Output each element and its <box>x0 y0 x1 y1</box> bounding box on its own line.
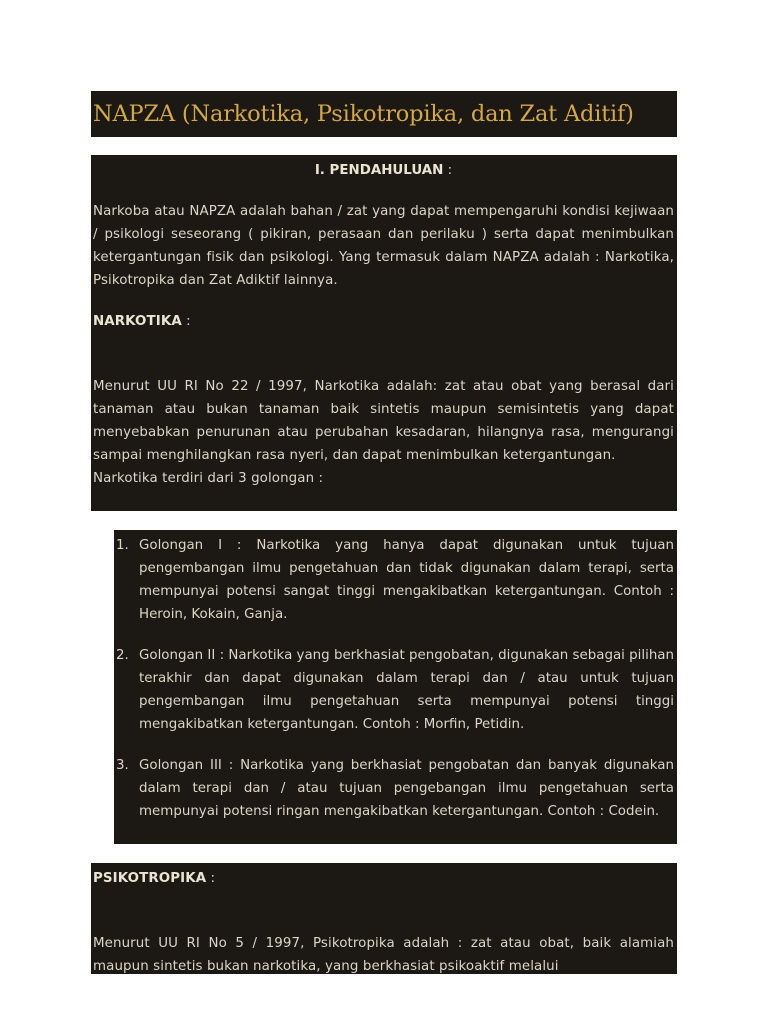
list-item-text: Golongan I : Narkotika yang hanya dapat digunakan untuk tujuan pengembangan ilmu pengetahuan dan tidak digunakan dalam terapi, serta mempunyai potensi sangat tinggi mengakibatkan ketergantungan. Contoh : Heroin, Kokain, Ganja. <box>139 538 674 622</box>
title-banner <box>91 91 677 137</box>
page-title: NAPZA (Narkotika, Psikotropika, dan Zat Aditif) <box>93 101 634 127</box>
psikotropika-label: PSIKOTROPIKA <box>93 871 207 886</box>
narkotika-label: NARKOTIKA <box>93 314 182 329</box>
psikotropika-suffix: : <box>206 871 216 886</box>
golongan-intro: Narkotika terdiri dari 3 golongan : <box>93 471 324 486</box>
list-item <box>114 754 674 823</box>
list-item-text: Golongan III : Narkotika yang berkhasiat pengobatan dan banyak digunakan dalam terapi dan / atau tujuan pengebangan ilmu pengetahuan serta mempunyai potensi ringan mengakibatkan ketergantungan. Contoh : Codein. <box>139 758 674 819</box>
narkotika-suffix: : <box>181 314 191 329</box>
list-number: 3. <box>116 758 129 773</box>
golongan-list-section <box>114 530 677 844</box>
golongan-list <box>114 534 674 823</box>
list-number: 2. <box>116 648 129 663</box>
list-item <box>114 534 674 626</box>
psikotropika-definition: Menurut UU RI No 5 / 1997, Psikotropika adalah : zat atau obat, baik alamiah maupun sintetis bukan narkotika, yang berkhasiat psikoaktif melalui <box>93 936 674 974</box>
narkotika-definition: Menurut UU RI No 22 / 1997, Narkotika adalah: zat atau obat yang berasal dari tanaman atau bukan tanaman baik sintetis maupun semisintetis yang dapat menyebabkan penurunan atau perubahan kesadaran, hilangnya rasa, mengurangi sampai menghilangkan rasa nyeri, dan dapat menimbulkan ketergantungan. <box>93 379 674 463</box>
list-item <box>114 644 674 736</box>
pendahuluan-section <box>91 155 677 511</box>
narkotika-heading <box>93 310 674 333</box>
list-item-text: Golongan II : Narkotika yang berkhasiat pengobatan, digunakan sebagai pilihan terakhir dan dapat digunakan dalam terapi dan / atau untuk tujuan pengembangan ilmu pengetahuan serta mempunyai potensi tinggi mengakibatkan ketergantungan. Contoh : Morfin, Petidin. <box>139 648 674 732</box>
heading-text: I. PENDAHULUAN <box>314 163 444 178</box>
intro-paragraph: Narkoba atau NAPZA adalah bahan / zat yang dapat mempengaruhi kondisi kejiwaan / psikologi seseorang ( pikiran, perasaan dan perilaku ) serta dapat menimbulkan ketergantungan fisik dan psikologi. Yang termasuk dalam NAPZA adalah : Narkotika, Psikotropika dan Zat Adiktif lainnya. <box>93 204 674 288</box>
psikotropika-section <box>91 863 677 974</box>
section-heading <box>93 159 674 182</box>
heading-suffix: : <box>443 163 453 178</box>
list-number: 1. <box>116 538 129 553</box>
psikotropika-heading <box>93 867 674 890</box>
